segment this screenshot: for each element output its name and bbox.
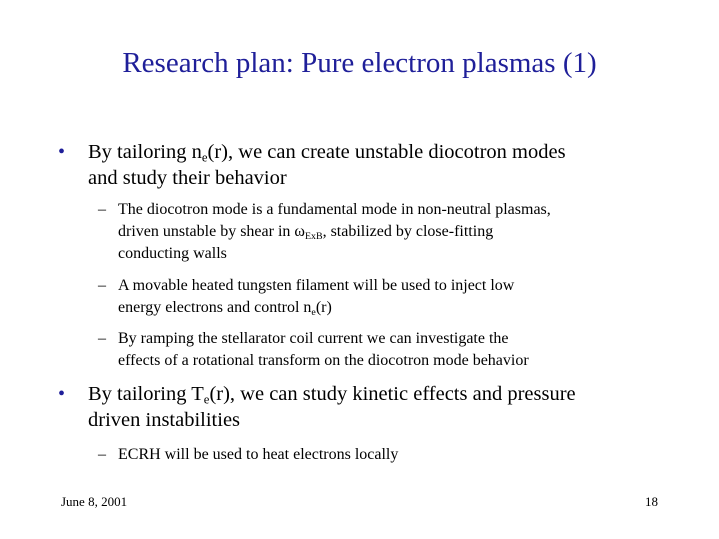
- sub-bullet-text: [118, 199, 668, 265]
- bullet-line: By tailoring $n_e(r)$, we can create unstable diocotron modes: [88, 141, 566, 165]
- bullet-line: and study their behavior: [88, 167, 287, 189]
- bullet-line: By tailoring $T_e(r)$, we can study kinetic effects and pressure: [88, 383, 576, 407]
- bullet-text: [88, 381, 678, 433]
- sub-bullet-text: [118, 328, 668, 372]
- bullet-icon: •: [58, 141, 66, 163]
- bullet-line: driven instabilities: [88, 409, 241, 431]
- sub-bullet-line: effects of a rotational transform on the diocotron mode behavior: [118, 352, 529, 369]
- bullet-text: [88, 139, 678, 191]
- dash-icon: –: [98, 446, 106, 463]
- dash-icon: –: [98, 277, 106, 294]
- footer-date: June 8, 2001: [61, 494, 128, 509]
- sub-bullet-line: energy electrons and control $n_e(r)$: [118, 299, 332, 318]
- bullet-icon: •: [58, 383, 66, 405]
- sub-bullet-line: driven unstable by shear in $\omega_{ExB}$, stabilized by close-fitting: [118, 223, 494, 242]
- sub-bullet-line: The diocotron mode is a fundamental mode in non-neutral plasmas,: [118, 201, 551, 218]
- slide-title: Research plan: Pure electron plasmas (1): [122, 47, 597, 79]
- sub-bullet-line: A movable heated tungsten filament will be used to inject low: [118, 277, 515, 294]
- sub-bullet-line: ECRH will be used to heat electrons locally: [118, 446, 399, 463]
- sub-bullet-line: By ramping the stellarator coil current we can investigate the: [118, 330, 509, 347]
- sub-bullet-line: conducting walls: [118, 245, 227, 262]
- dash-icon: –: [98, 201, 106, 218]
- page-number: 18: [645, 494, 658, 509]
- sub-bullet-text: [118, 444, 668, 466]
- dash-icon: –: [98, 330, 106, 347]
- sub-bullet-text: [118, 275, 668, 319]
